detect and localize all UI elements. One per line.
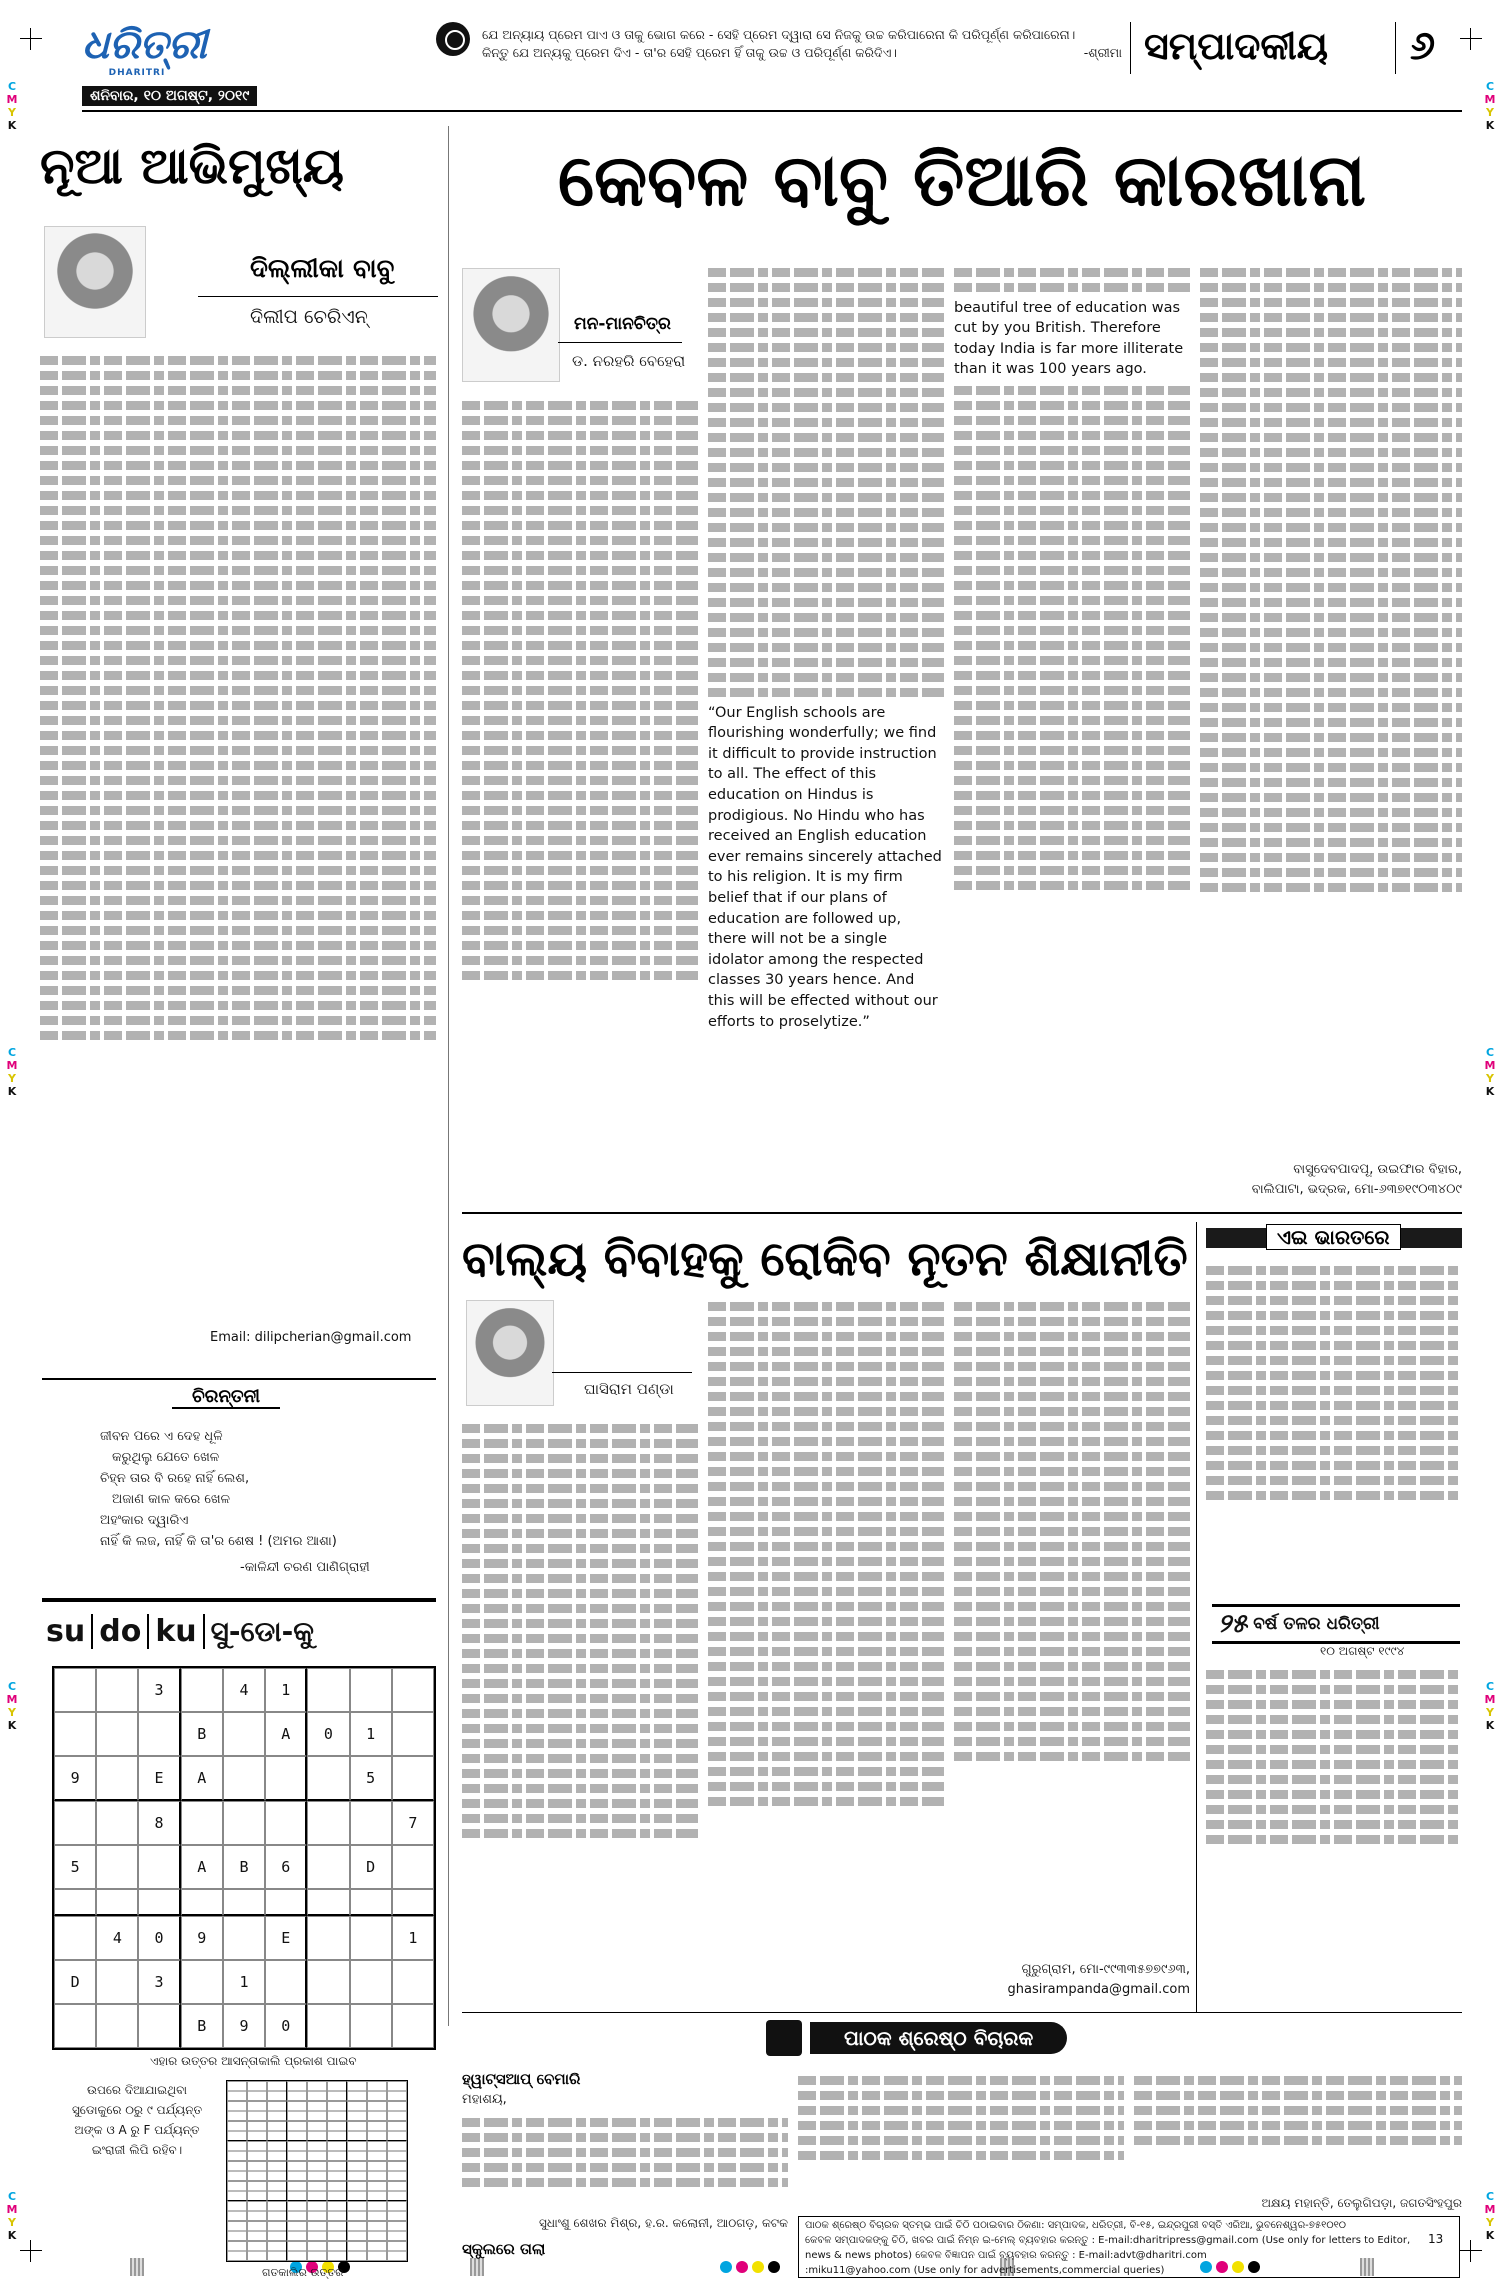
solution-cell — [327, 2081, 347, 2101]
poem-line: ଚିହ୍ନ ତାର ବି ରହେ ନାହିଁ ଲେଶ, — [100, 1471, 250, 1486]
quote-author: -ଶ୍ରୀମା — [1083, 45, 1122, 60]
solution-cell — [367, 2221, 387, 2241]
sudoku-cell[interactable]: D — [54, 1960, 96, 2004]
registration-mark — [1460, 28, 1482, 50]
sudoku-answer-caption: ଏହାର ଉତ୍ତର ଆସନ୍ତାକାଲି ପ୍ରକାଶ ପାଇବ — [150, 2054, 357, 2068]
sudoku-cell[interactable] — [350, 1889, 392, 1916]
letter-signature: ସୁଧାଂଶୁ ଶେଖର ମିଶ୍ର, ହ.ର. କଲୋନୀ, ଆଠଗଡ଼, କଟକ — [539, 2216, 788, 2230]
sudoku-cell[interactable]: 0 — [138, 1916, 180, 1960]
sudoku-title-part: do — [99, 1614, 149, 1649]
solution-cell — [267, 2221, 287, 2241]
second-headline: ବାଲ୍ୟ ବିବାହକୁ ରୋକିବ ନୂତନ ଶିକ୍ଷାନୀତି — [462, 1231, 1188, 1287]
second-article-col-2 — [708, 1296, 944, 2008]
author-photo — [466, 1300, 554, 1406]
solution-cell — [287, 2141, 307, 2161]
solution-cell — [307, 2101, 327, 2121]
solution-cell — [347, 2141, 367, 2161]
sudoku-cell[interactable]: 9 — [54, 1756, 96, 1801]
sudoku-cell[interactable] — [54, 1916, 96, 1960]
letter-body — [1134, 2070, 1462, 2190]
article-text — [462, 2112, 788, 2193]
sudoku-cell[interactable] — [181, 1668, 223, 1712]
author-email: ghasirampanda@gmail.com — [1007, 1982, 1190, 1997]
sudoku-title — [46, 1614, 314, 1649]
yesterday-solution-caption: ଗତକାଲିର ଉତ୍ତର — [262, 2266, 344, 2279]
sudoku-cell[interactable] — [307, 1756, 349, 1801]
solution-cell — [247, 2161, 267, 2181]
ei-bharatare-title: ଏଇ ଭାରତରେ — [1266, 1224, 1401, 1250]
sudoku-cell[interactable]: 0 — [265, 2004, 307, 2048]
sudoku-instructions: ଉପରେ ଦିଆଯାଇଥିବା ସୁଡୋକୁରେ ୦ରୁ ୯ ପର୍ଯ୍ୟନ୍ତ ଅଙ୍କ ଓ A ରୁ F ପର୍ଯ୍ୟନ୍ତ ଇଂରାଜୀ ଲିପି ରହିବ। — [71, 2083, 203, 2157]
solution-cell — [387, 2201, 407, 2221]
solution-cell — [307, 2141, 327, 2161]
solution-cell — [387, 2241, 407, 2261]
sudoku-cell[interactable]: A — [265, 1712, 307, 1756]
solution-cell — [227, 2201, 247, 2221]
section-title: ସମ୍ପାଦକୀୟ — [1144, 24, 1329, 68]
contact-line: ବାଲିପାଟା, ଭଦ୍ରକ, ମୋ-୬୩୭୧୯୦୩୪୦୯ — [1251, 1182, 1462, 1197]
sudoku-cell[interactable]: 3 — [138, 1668, 180, 1712]
article-text — [462, 395, 698, 986]
solution-cell — [247, 2181, 267, 2201]
sudoku-cell[interactable] — [350, 1960, 392, 2004]
print-gray-block — [130, 2258, 144, 2276]
main-article-col-3 — [954, 262, 1190, 1205]
masthead-divider — [1395, 22, 1396, 74]
section-rule — [462, 2012, 1462, 2013]
years-ago-banner — [1212, 1604, 1460, 1644]
article-text — [1134, 2070, 1462, 2151]
print-color-bar — [720, 2261, 780, 2273]
sudoku-cell[interactable]: 8 — [138, 1801, 180, 1845]
sudoku-cell[interactable]: 5 — [54, 1845, 96, 1889]
solution-cell — [287, 2101, 307, 2121]
cmyk-marker: C M Y K — [1484, 1680, 1496, 1732]
solution-cell — [347, 2201, 367, 2221]
sudoku-cell[interactable] — [350, 1801, 392, 1845]
article-text — [798, 2070, 1124, 2166]
sudoku-cell[interactable] — [138, 2004, 180, 2048]
sudoku-cell[interactable] — [392, 1960, 434, 2004]
author-photo — [44, 226, 146, 338]
solution-cell — [347, 2241, 367, 2261]
solution-cell — [367, 2201, 387, 2221]
article-text — [708, 262, 944, 703]
article-text — [1206, 1664, 1462, 1850]
column-name: ମନ-ମାନଚିତ୍ର — [574, 314, 671, 334]
chirantani-title: ଚିରନ୍ତନୀ — [172, 1386, 280, 1409]
solution-cell — [287, 2181, 307, 2201]
chirantani-poem — [100, 1426, 430, 1552]
solution-cell — [247, 2101, 267, 2121]
letter-title: ହ୍ୱାଟ୍ସଆପ୍ ବେମାରି — [462, 2070, 581, 2088]
author-name: ଡ. ନରହରି ବେହେରା — [572, 352, 686, 370]
solution-cell — [347, 2161, 367, 2181]
article-text — [1206, 1260, 1462, 1506]
english-quote: “Our English schools are flourishing wonderfully; we find it difficult to provide instruction to all. The effect of this education on Hindus is prodigious. No Hindu who has received an English education ever remains sincerely attached to his religion. It is my firm belief that if our plans of education are followed up, there will not be a single idolator among the respected classes 30 years hence. And this will be effected without our efforts to proselytize.” — [708, 704, 942, 1030]
second-article-col-1 — [462, 1418, 698, 2008]
print-gray-block — [470, 2258, 484, 2276]
left-column-title: ନୂଆ ଆଭିମୁଖ୍ୟ — [40, 137, 345, 195]
sudoku-cell[interactable]: B — [181, 2004, 223, 2048]
solution-cell — [367, 2121, 387, 2141]
article-text — [462, 1418, 698, 1844]
solution-cell — [267, 2161, 287, 2181]
solution-cell — [267, 2141, 287, 2161]
sudoku-cell[interactable] — [307, 1668, 349, 1712]
logo-text: ଧରିତ୍ରୀ — [82, 22, 207, 68]
poem-line: କରୁଥିଲୁ ଯେତେ ଖେଳ — [112, 1450, 220, 1465]
sudoku-cell[interactable] — [138, 1889, 180, 1916]
sudoku-cell[interactable]: 1 — [223, 1960, 265, 2004]
sudoku-cell[interactable] — [54, 2004, 96, 2048]
sudoku-cell[interactable] — [96, 1712, 138, 1756]
cmyk-marker: C M Y K — [6, 2190, 18, 2242]
sudoku-cell[interactable] — [392, 1756, 434, 1801]
sudoku-cell[interactable]: B — [181, 1712, 223, 1756]
solution-cell — [327, 2121, 347, 2141]
solution-cell — [387, 2141, 407, 2161]
solution-cell — [387, 2181, 407, 2201]
footer-email-editor: କେବଳ ସମ୍ପାଦକଙ୍କୁ ଚିଠି, ଖବର ପାଇଁ ନିମ୍ନ ଇ-ମେଲ୍ ବ୍ୟବହାର କରନ୍ତୁ : E-mail:dharitripress@gmail.com (Use only for letters to Editor, — [805, 2235, 1411, 2246]
solution-cell — [227, 2141, 247, 2161]
solution-cell — [387, 2221, 407, 2241]
sudoku-cell[interactable] — [223, 1756, 265, 1801]
cmyk-marker: C M Y K — [1484, 1046, 1496, 1098]
sudoku-cell[interactable] — [54, 1712, 96, 1756]
solution-cell — [327, 2101, 347, 2121]
solution-cell — [367, 2241, 387, 2261]
archive-body — [1206, 1664, 1462, 1964]
sudoku-title-odia: ସୁ-ଡୋ-କୁ — [210, 1614, 314, 1648]
letters-footer-box — [798, 2216, 1460, 2278]
main-article-col-2 — [708, 262, 944, 1205]
byline-rule — [198, 296, 438, 297]
solution-cell — [227, 2181, 247, 2201]
sudoku-cell[interactable] — [265, 1756, 307, 1801]
solution-cell — [367, 2081, 387, 2101]
solution-cell — [287, 2221, 307, 2241]
solution-cell — [367, 2101, 387, 2121]
sudoku-cell[interactable] — [392, 2004, 434, 2048]
sudoku-cell[interactable]: E — [138, 1756, 180, 1801]
cmyk-marker: C M Y K — [1484, 80, 1496, 132]
poem-line: ଜୀବନ ପରେ ଏ ଦେହ ଧୂଳି — [100, 1429, 223, 1444]
sudoku-cell[interactable] — [265, 1801, 307, 1845]
sudoku-cell[interactable]: 4 — [96, 1916, 138, 1960]
sudoku-cell[interactable] — [96, 1801, 138, 1845]
solution-cell — [287, 2241, 307, 2261]
footer-email-alt: :miku11@yahoo.com (Use only for advertisements,commercial queries) — [805, 2265, 1165, 2276]
solution-cell — [227, 2081, 247, 2101]
sudoku-cell[interactable] — [307, 1845, 349, 1889]
solution-cell — [387, 2081, 407, 2101]
solution-cell — [347, 2181, 367, 2201]
solution-cell — [327, 2161, 347, 2181]
article-text — [954, 380, 1190, 896]
years-text: ବର୍ଷ ତଳର ଧରିତ୍ରୀ — [1253, 1614, 1380, 1634]
solution-cell — [267, 2241, 287, 2261]
solution-cell — [327, 2181, 347, 2201]
sudoku-cell[interactable] — [54, 1889, 96, 1916]
solution-cell — [327, 2221, 347, 2241]
sudoku-cell[interactable] — [138, 1845, 180, 1889]
solution-cell — [227, 2241, 247, 2261]
logo-subtext: DHARITRI — [108, 68, 166, 78]
sudoku-cell[interactable]: 0 — [307, 1712, 349, 1756]
letter-title: ସ୍କୁଲରେ ତାଲା — [462, 2240, 546, 2258]
article-text — [954, 1296, 1190, 1767]
sudoku-cell[interactable] — [138, 1712, 180, 1756]
poem-attribution: -କାଳିନ୍ଦୀ ଚରଣ ପାଣିଗ୍ରାହୀ — [240, 1560, 370, 1575]
second-article-col-3 — [954, 1296, 1190, 1956]
solution-cell — [307, 2161, 327, 2181]
article-text — [954, 262, 1190, 298]
solution-cell — [307, 2221, 327, 2241]
sudoku-cell[interactable]: 9 — [181, 1916, 223, 1960]
second-author-contact — [954, 1960, 1190, 2000]
registration-mark — [20, 28, 42, 50]
letters-title: ପାଠକ ଶ୍ରେଷ୍ଠ ବିଚାରକ — [810, 2022, 1067, 2054]
sudoku-cell[interactable] — [392, 1889, 434, 1916]
poem-line: ନାହିଁ କି ଲଜ, ନାହିଁ କି ତା'ର ଶେଷ ! (ଅମର ଆଶା) — [100, 1534, 337, 1549]
sudoku-cell[interactable] — [223, 1712, 265, 1756]
column-divider — [1196, 1222, 1197, 2012]
sudoku-title-part: su — [46, 1614, 93, 1649]
dharitri-logo — [82, 22, 207, 82]
poem-line: ଅଜାଣ କାଳ କରେ ଖେଳ — [112, 1492, 230, 1507]
author-name: ଘାସିରାମ ପଣ୍ଡା — [584, 1380, 674, 1398]
archive-date: ୧୦ ଅଗଷ୍ଟ ୧୯୯୪ — [1320, 1644, 1405, 1658]
sudoku-title-part: ku — [155, 1614, 204, 1649]
sudoku-cell[interactable] — [265, 1889, 307, 1916]
solution-cell — [347, 2081, 367, 2101]
sudoku-cell[interactable] — [350, 2004, 392, 2048]
solution-cell — [267, 2181, 287, 2201]
gandhi-quote: beautiful tree of education was cut by you British. Therefore today India is far more illiterate than it was 100 years ago. — [954, 299, 1184, 378]
solution-cell — [307, 2121, 327, 2141]
solution-cell — [347, 2121, 367, 2141]
quote-line-1: ଯେ ଅନ୍ୟାୟ ପ୍ରେମ ପାଏ ଓ ତାକୁ ଭୋଗ କରେ - ସେହି ପ୍ରେମ ଦ୍ୱାରା ସେ ନିଜକୁ ଉଚ୍ଚ କରିପାରେନା କି ପରିପୂର୍ଣ୍ଣ କରିପାରେନା। — [482, 27, 1076, 42]
ei-bharatare-body — [1206, 1260, 1462, 1600]
solution-cell — [267, 2101, 287, 2121]
sudoku-cell[interactable] — [392, 1712, 434, 1756]
solution-cell — [267, 2081, 287, 2101]
chirantani-rule — [42, 1378, 436, 1380]
solution-cell — [247, 2241, 267, 2261]
solution-cell — [287, 2121, 307, 2141]
sudoku-cell[interactable] — [350, 1668, 392, 1712]
sudoku-cell[interactable] — [223, 1916, 265, 1960]
sudoku-grid[interactable] — [52, 1666, 436, 2050]
footer-address: ପାଠକ ଶ୍ରେଷ୍ଠ ବିଚାରକ ସ୍ତମ୍ଭ ପାଇଁ ଚିଠି ପଠାଇବାର ଠିକଣା: ସମ୍ପାଦକ, ଧରିତ୍ରୀ, ବି-୧୫, ଇନ୍ଦ୍ରପୁରୀ ବସ୍ତି ଏରିଆ, ଭୁବନେଶ୍ୱର-୭୫୧୦୧୦ — [805, 2220, 1347, 2231]
solution-cell — [287, 2081, 307, 2101]
solution-cell — [247, 2141, 267, 2161]
sudoku-cell[interactable] — [96, 1960, 138, 2004]
sudoku-cell[interactable] — [96, 1668, 138, 1712]
solution-cell — [227, 2221, 247, 2241]
letter-body — [798, 2070, 1124, 2200]
solution-cell — [327, 2201, 347, 2221]
sudoku-cell[interactable] — [392, 1845, 434, 1889]
sudoku-cell[interactable] — [181, 1889, 223, 1916]
quote-line-2: କିନ୍ତୁ ଯେ ଅନ୍ୟକୁ ପ୍ରେମ ଦିଏ - ତା'ର ସେହି ପ୍ରେମ ହିଁ ତାକୁ ଉଚ୍ଚ ଓ ପରିପୂର୍ଣ୍ଣ କରିଦିଏ। — [482, 45, 897, 60]
sudoku-cell[interactable]: 6 — [265, 1845, 307, 1889]
sudoku-cell[interactable]: A — [181, 1756, 223, 1801]
sudoku-cell[interactable]: B — [223, 1845, 265, 1889]
solution-cell — [247, 2221, 267, 2241]
cmyk-marker: C M Y K — [6, 80, 18, 132]
sudoku-cell[interactable]: D — [350, 1845, 392, 1889]
sudoku-cell[interactable] — [350, 1916, 392, 1960]
byline-rule — [558, 342, 682, 343]
solution-cell — [247, 2201, 267, 2221]
solution-cell — [227, 2101, 247, 2121]
sudoku-cell[interactable] — [181, 1801, 223, 1845]
sudoku-cell[interactable]: E — [265, 1916, 307, 1960]
registration-mark — [20, 2240, 42, 2262]
sudoku-cell[interactable] — [181, 1960, 223, 2004]
mother-logo-icon — [436, 22, 470, 56]
solution-cell — [287, 2201, 307, 2221]
sudoku-cell[interactable] — [54, 1801, 96, 1845]
address-line: ବାସୁଦେବପାଦପୂ, ଉଇଫାର ବିହାର, — [1293, 1162, 1462, 1177]
sudoku-cell[interactable] — [307, 1801, 349, 1845]
solution-cell — [367, 2161, 387, 2181]
sudoku-cell[interactable] — [96, 1845, 138, 1889]
solution-cell — [307, 2201, 327, 2221]
sudoku-cell[interactable] — [96, 2004, 138, 2048]
author-address — [1200, 1160, 1462, 1200]
sudoku-cell[interactable] — [392, 1668, 434, 1712]
sudoku-cell[interactable]: 7 — [392, 1801, 434, 1845]
letter-body — [462, 2112, 788, 2222]
sudoku-cell[interactable] — [223, 1801, 265, 1845]
sudoku-cell[interactable] — [96, 1756, 138, 1801]
author-photo — [462, 268, 560, 382]
letter-salutation: ମହାଶୟ, — [462, 2092, 507, 2107]
solution-cell — [387, 2101, 407, 2121]
solution-cell — [267, 2201, 287, 2221]
masthead-rule — [82, 110, 1462, 112]
sudoku-cell[interactable]: 1 — [350, 1712, 392, 1756]
contact-line: ଗୁରୁଗ୍ରାମ, ମୋ-୯୯୩୩୫୭୭୯୬୩, — [1021, 1962, 1190, 1977]
main-article-col-4 — [1200, 262, 1462, 1157]
solution-cell — [367, 2141, 387, 2161]
masthead-divider — [1130, 22, 1131, 74]
left-column-body — [40, 350, 436, 1320]
sudoku-cell[interactable] — [54, 1668, 96, 1712]
author-email: Email: dilipcherian@gmail.com — [210, 1330, 412, 1345]
section-rule — [462, 1212, 1462, 1214]
sudoku-cell[interactable] — [265, 1960, 307, 2004]
letters-icon — [766, 2020, 802, 2056]
solution-cell — [307, 2081, 327, 2101]
solution-cell — [307, 2181, 327, 2201]
letter-signature: ଅକ୍ଷୟ ମହାନ୍ତି, ତେଲୁଗିପଡ଼ା, ଜଗତସିଂହପୁର — [1261, 2196, 1462, 2210]
article-text — [1200, 262, 1462, 898]
cmyk-marker: C M Y K — [6, 1680, 18, 1732]
solution-cell — [367, 2181, 387, 2201]
sudoku-cell[interactable] — [307, 2004, 349, 2048]
solution-cell — [387, 2121, 407, 2141]
yesterday-solution-grid — [226, 2080, 408, 2262]
column-divider — [448, 126, 449, 2026]
sudoku-cell[interactable] — [307, 1960, 349, 2004]
registration-mark — [1460, 2240, 1482, 2262]
main-article-col-1 — [462, 395, 698, 1205]
solution-cell — [347, 2101, 367, 2121]
footer-email-advt: news & news photos) କେବଳ ବିଜ୍ଞାପନ ପାଇଁ ବ୍ୟବହାର କରନ୍ତୁ : E-mail:advt@dharitri.com — [805, 2250, 1207, 2261]
solution-cell — [227, 2121, 247, 2141]
folio-number: 13 — [1428, 2232, 1444, 2246]
solution-cell — [307, 2241, 327, 2261]
sudoku-cell[interactable]: 3 — [138, 1960, 180, 2004]
solution-cell — [247, 2081, 267, 2101]
issue-date: ଶନିବାର, ୧୦ ଅଗଷ୍ଟ, ୨୦୧୯ — [82, 86, 257, 106]
sudoku-cell[interactable] — [223, 1889, 265, 1916]
article-text — [708, 1296, 944, 1812]
cmyk-marker: C M Y K — [6, 1046, 18, 1098]
solution-cell — [347, 2221, 367, 2241]
sudoku-cell[interactable] — [307, 1916, 349, 1960]
byline-rule — [552, 1372, 692, 1373]
sudoku-top-rule — [42, 1598, 436, 1602]
sudoku-cell[interactable] — [96, 1889, 138, 1916]
sudoku-cell[interactable]: A — [181, 1845, 223, 1889]
solution-cell — [247, 2121, 267, 2141]
author-name: ଦିଲୀପ ଚେରିଏନ୍ — [250, 306, 368, 328]
cmyk-marker: C M Y K — [1484, 2190, 1496, 2242]
sudoku-cell[interactable] — [307, 1889, 349, 1916]
sudoku-cell[interactable]: 5 — [350, 1756, 392, 1801]
years-number: ୨୫ — [1218, 1608, 1248, 1639]
solution-cell — [327, 2141, 347, 2161]
solution-cell — [327, 2241, 347, 2261]
solution-cell — [387, 2161, 407, 2181]
solution-cell — [267, 2121, 287, 2141]
solution-cell — [227, 2161, 247, 2181]
sudoku-cell[interactable]: 4 — [223, 1668, 265, 1712]
sudoku-cell[interactable]: 1 — [265, 1668, 307, 1712]
sudoku-cell[interactable]: 9 — [223, 2004, 265, 2048]
poem-line: ଅହଂକାର ଦ୍ୱାରିଏ — [100, 1513, 189, 1528]
article-text — [40, 350, 436, 1046]
page-number: ୬ — [1410, 23, 1436, 69]
sudoku-cell[interactable]: 1 — [392, 1916, 434, 1960]
column-name: ଦିଲ୍ଲୀକା ବାବୁ — [250, 254, 395, 284]
main-headline: କେବଳ ବାବୁ ତିଆରି କାରଖାନା — [557, 138, 1367, 222]
solution-cell — [287, 2161, 307, 2181]
